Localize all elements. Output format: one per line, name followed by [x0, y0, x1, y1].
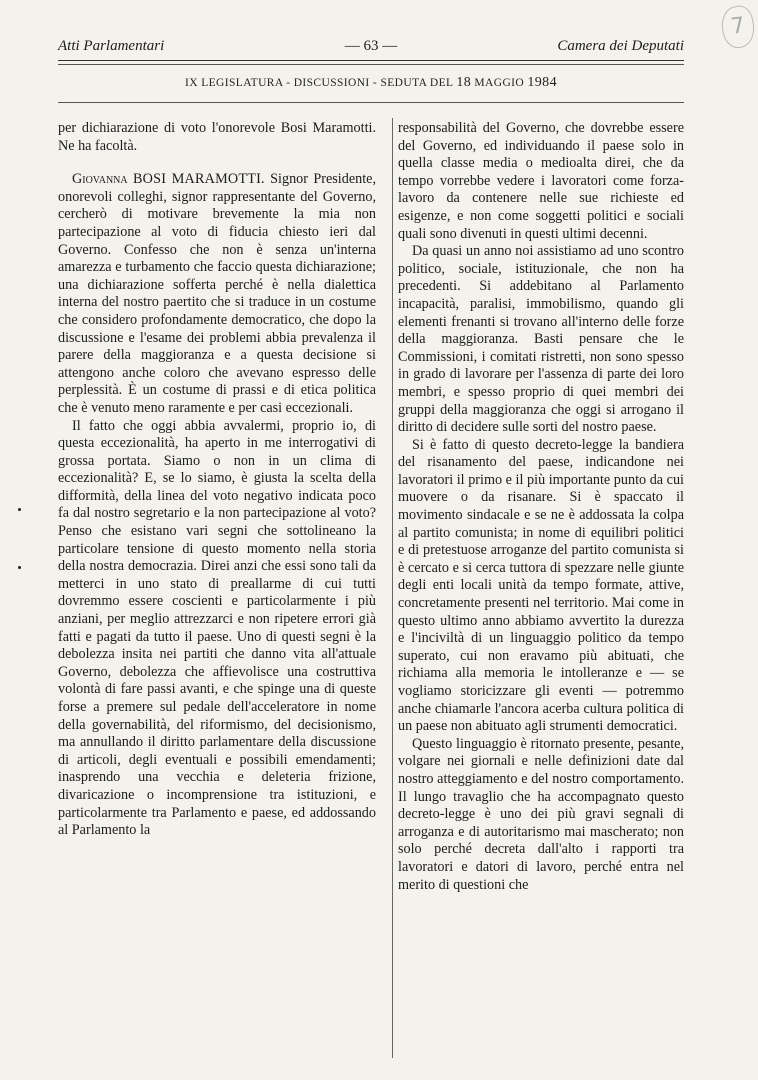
- session-day: 18: [456, 75, 472, 90]
- speech-text: Signor Presidente, onorevoli colleghi, signor rappresentante del Governo, cercherò di motivare brevemente la mia non partecipazione al voto di fiducia chiesto ieri dal Governo. Confesso che non è senza un'interna amarezza e turbamento che faccio questa dichiarazione; una dichiarazione sofferta perché è nella dialettica interna del nostro paertito che si traduce in un costume che considero profondamente democratico, che dopo la discussione e l'esame dei problemi abbia prevalenza il parere della maggioranza e a questa decisione si attengono anche coloro che avevano espresso delle perplessità. È un costume di prassi e di etica politica che è venuto meno raramente e per casi eccezionali.: [58, 171, 377, 416]
- speaker-first-name: Giovanna: [72, 171, 128, 188]
- subheader-rule: [58, 102, 684, 103]
- speech-paragraph: [58, 171, 376, 417]
- header-rule-thick: [58, 60, 684, 61]
- page-number: — 63 —: [344, 38, 398, 54]
- paragraph: per dichiarazione di voto l'onorevole Bosi Maramotti. Ne ha facoltà.: [58, 120, 376, 154]
- speaker-surname: BOSI MARAMOTTI.: [133, 171, 265, 188]
- session-month: MAGGIO: [471, 77, 528, 89]
- column-divider: [392, 118, 393, 1058]
- margin-dot: [18, 508, 21, 511]
- paragraph: responsabilità del Governo, che dovrebbe essere del Governo, ed individuando il paese solo in quella classe media o medioalta direi, che da tempo vorrebbe vedere i lavoratori come forza-lavoro da contenere nelle sue richieste ed esigenze, e non come soggetti politici e sociali quali sono divenuti in questi ultimi decenni.: [398, 120, 684, 242]
- left-column: [58, 120, 376, 840]
- session-year: 1984: [527, 75, 557, 90]
- margin-dot: [18, 566, 21, 569]
- session-label: IX LEGISLATURA - DISCUSSIONI - SEDUTA DEL: [185, 77, 457, 89]
- header-publication-title: Atti Parlamentari: [58, 38, 165, 54]
- header-chamber-name: Camera dei Deputati: [557, 38, 684, 54]
- paragraph: Da quasi un anno noi assistiamo ad uno scontro politico, sociale, istituzionale, che non ha precedenti. Si addebitano al Parlamento incapacità, paralisi, immobilismo, quando gli elementi frenanti si trovano all'interno delle forze della maggioranza. Basti pensare che le Commissioni, i comitati ristretti, non sono spesso in grado di lavorare per l'assenza di parte dei loro membri, e spesso proprio di quei membri dei gruppi della maggioranza che oggi si arrogano il diritto di decidere sulle sorti del nostro paese.: [398, 243, 684, 436]
- running-header: [58, 36, 684, 60]
- handwritten-page-mark: 7: [719, 4, 757, 50]
- paragraph: Si è fatto di questo decreto-legge la bandiera del risanamento del paese, indicandone nei lavoratori il primo e il più importante punto da cui muovere o da risanare. Si è spaccato il movimento sindacale e se ne è addossata la colpa al partito comunista; in nome di equilibri politici e di pretestuose arroganze del partito comunista si è cercato e si cerca tuttora di spezzare nelle giunte degli enti locali unità da tempo formate, attive, concretamente presenti nel territorio. Mai come in questo ultimo anno abbiamo avvertito la durezza e l'inciviltà di un linguaggio politico da tempo superato, cui non eravamo più abituati, che richiama alla memoria le intolleranze e — se vogliamo storicizzare gli eventi — potremmo anche chiamarle l'ancora acerba cultura politica di un paese non abituato agli strumenti democratici.: [398, 436, 684, 735]
- right-column: [398, 120, 684, 894]
- header-rule-thin: [58, 64, 684, 65]
- paragraph: Il fatto che oggi abbia avvalermi, proprio io, di questa eccezionalità, ha aperto in me interrogativi di grossa portata. Siamo o non in un clima di eccezionalità? E, se lo siamo, è giusta la scelta della difformità, della linea del voto negativo indicata poco fa dal nostro segretario e la non partecipazione al voto? Penso che esistano vari segni che sottolineano la particolare tensione di questo momento nella storia della nostra democrazia. Direi anzi che essi sono tali da metterci in uno stato di preallarme di cui tutti dovremmo essere coscienti e particolarmente i più anziani, per meglio attrezzarci e non ripetere errori già fatti e pagati da tutto il paese. Uno di questi segni è la debolezza insita nei partiti che danno vita all'attuale Governo, debolezza che affievolisce una costruttiva volontà di fare passi avanti, e che spinge una di queste forse a premere sul pedale dell'acceleratore in nome della governabilità, del riformismo, del decisionismo, ma annullando il diritto parlamentare della discussione di articoli, degli eventuali e possibili emendamenti; inasprendo una vecchia e deleteria frizione, divaricazione o incomprensione tra istituzioni, e particolarmente tra Parlamento e paese, ed addossando al Parlamento la: [58, 417, 376, 839]
- session-subheader: [58, 75, 684, 91]
- paragraph: Questo linguaggio è ritornato presente, pesante, volgare nei giornali e nelle definizioni date dal nostro atteggiamento e del nostro comportamento. Il lungo travaglio che ha accompagnato questo decreto-legge è uno dei più gravi segnali di arroganza e di autoritarismo mai mascherato; non solo perché decreta dall'alto i rapporti tra lavoratori e datori di lavoro, perché entra nel merito di questioni che: [398, 735, 684, 893]
